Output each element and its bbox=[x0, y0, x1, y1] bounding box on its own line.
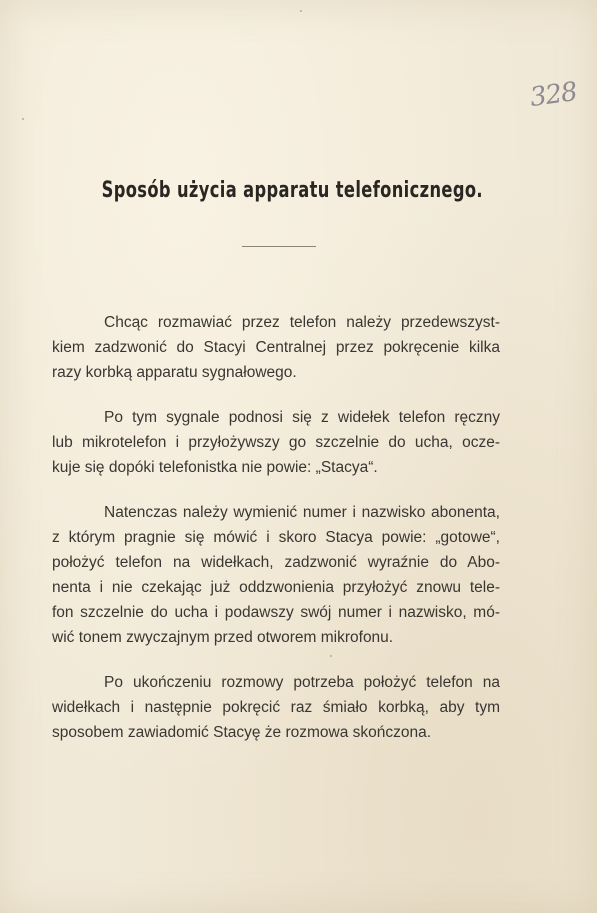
text-line: Po ukończeniu rozmowy potrzeba położyć telefon na bbox=[104, 674, 500, 691]
text-line: lub mikrotelefon i przyłożywszy go szczelnie do ucha, ocze- bbox=[52, 434, 500, 451]
text-line: sposobem zawiadomić Stacyę że rozmowa skończona. bbox=[52, 724, 432, 741]
paragraph-3 bbox=[52, 500, 500, 650]
archive-number: 328 bbox=[528, 76, 579, 114]
text-line: razy korbką apparatu sygnałowego. bbox=[52, 364, 297, 381]
text-line: fon szczelnie do ucha i podawszy swój numer i nazwisko, mó- bbox=[52, 604, 500, 621]
paragraph-4 bbox=[52, 670, 500, 745]
text-line: Natenczas należy wymienić numer i nazwisko abonenta, bbox=[104, 504, 500, 521]
title-divider bbox=[242, 246, 316, 247]
document-title: Sposób użycia apparatu telefonicznego. bbox=[101, 178, 483, 203]
text-line: wić tonem zwyczajnym przed otworem mikrofonu. bbox=[52, 629, 394, 646]
text-line: nenta i nie czekając już oddzwonienia przyłożyć znowu tele- bbox=[52, 579, 500, 596]
text-line: kuje się dopóki telefonistka nie powie: „Stacya“. bbox=[52, 459, 378, 476]
text-line: kiem zadzwonić do Stacyi Centralnej przez pokręcenie kilka bbox=[52, 339, 500, 356]
paper-speck bbox=[300, 10, 302, 12]
paragraph-2 bbox=[52, 405, 500, 480]
document-body bbox=[52, 310, 500, 745]
paper-speck bbox=[22, 118, 24, 120]
text-line: z którym pragnie się mówić i skoro Stacya powie: „gotowe“, bbox=[52, 529, 500, 546]
paragraph-1 bbox=[52, 310, 500, 385]
text-line: Chcąc rozmawiać przez telefon należy przedewszyst- bbox=[104, 314, 500, 331]
text-line: położyć telefon na widełkach, zadzwonić wyraźnie do Abo- bbox=[52, 554, 500, 571]
text-line: widełkach i następnie pokręcić raz śmiało korbką, aby tym bbox=[52, 699, 500, 716]
text-line: Po tym sygnale podnosi się z widełek telefon ręczny bbox=[104, 409, 500, 426]
